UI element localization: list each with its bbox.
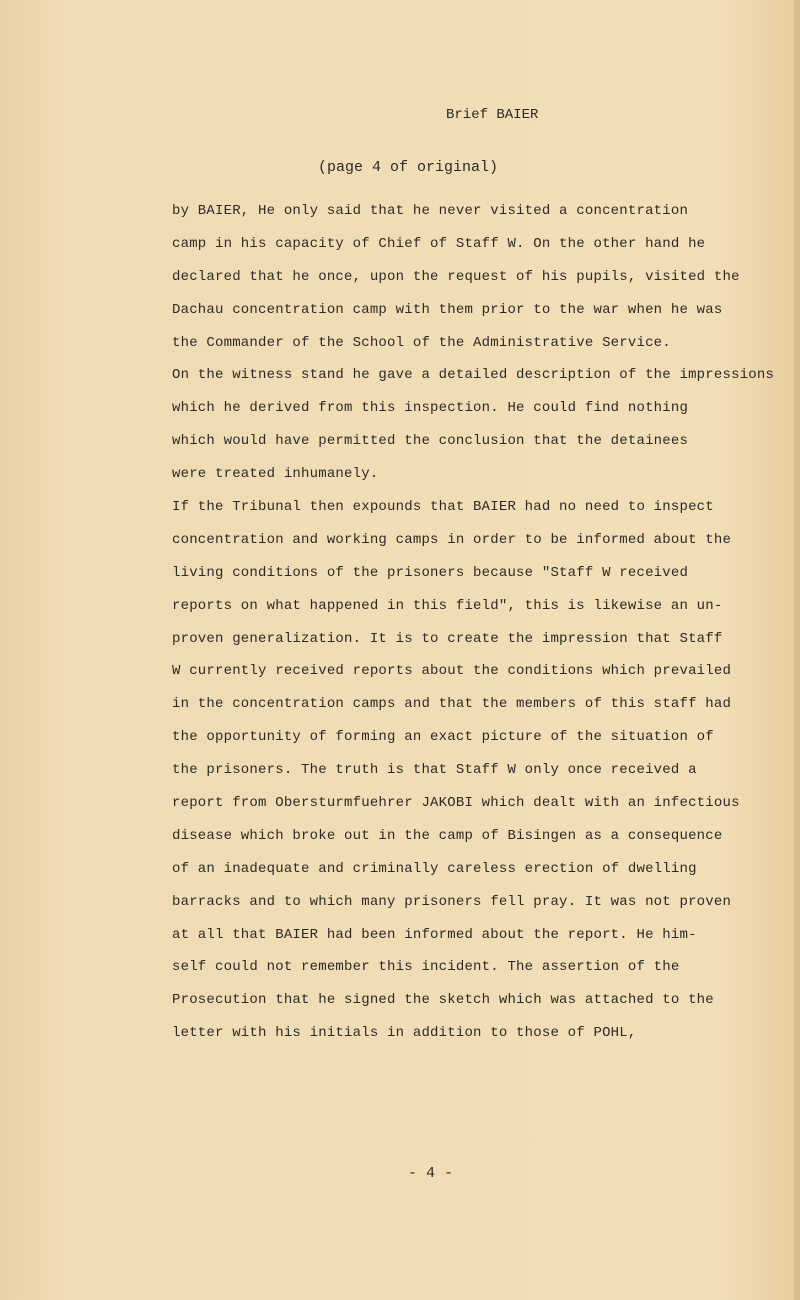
document-title: Brief BAIER	[446, 107, 539, 123]
text-line: were treated inhumanely.	[172, 466, 379, 483]
document-subtitle: (page 4 of original)	[318, 159, 499, 176]
text-line: camp in his capacity of Chief of Staff W. On the other hand he	[172, 235, 706, 252]
text-line: concentration and working camps in order to be informed about the	[172, 531, 732, 548]
text-line: in the concentration camps and that the members of this staff had	[172, 696, 732, 713]
text-line: of an inadequate and criminally careless erection of dwelling	[172, 860, 697, 877]
text-line: proven generalization. It is to create the impression that Staff	[172, 630, 723, 647]
text-line: Dachau concentration camp with them prior to the war when he was	[172, 301, 723, 318]
text-line: barracks and to which many prisoners fell pray. It was not proven	[172, 893, 732, 910]
text-line: reports on what happened in this field", this is likewise an un-	[172, 597, 723, 614]
text-line: On the witness stand he gave a detailed description of the impressions	[172, 367, 775, 384]
page-number: - 4 -	[408, 1165, 454, 1182]
text-line: disease which broke out in the camp of Bisingen as a consequence	[172, 827, 723, 844]
paper-edge	[794, 0, 800, 1300]
text-line: the prisoners. The truth is that Staff W only once received a	[172, 762, 697, 779]
text-line: the Commander of the School of the Administrative Service.	[172, 334, 671, 351]
text-line: Prosecution that he signed the sketch which was attached to the	[172, 992, 714, 1009]
text-line: report from Obersturmfuehrer JAKOBI which dealt with an infectious	[172, 795, 740, 812]
text-line: which would have permitted the conclusion that the detainees	[172, 433, 689, 450]
document-body	[172, 203, 775, 1058]
text-line: at all that BAIER had been informed about the report. He him-	[172, 926, 697, 943]
text-line: letter with his initials in addition to those of POHL,	[172, 1025, 637, 1042]
text-line: self could not remember this incident. The assertion of the	[172, 959, 680, 976]
text-line: W currently received reports about the conditions which prevailed	[172, 663, 732, 680]
text-line: the opportunity of forming an exact picture of the situation of	[172, 729, 714, 746]
text-line: living conditions of the prisoners because "Staff W received	[172, 564, 689, 581]
text-line: which he derived from this inspection. He could find nothing	[172, 400, 689, 417]
text-line: by BAIER, He only said that he never visited a concentration	[172, 203, 689, 219]
text-line: If the Tribunal then expounds that BAIER had no need to inspect	[172, 499, 714, 516]
text-line: declared that he once, upon the request of his pupils, visited the	[172, 268, 740, 285]
